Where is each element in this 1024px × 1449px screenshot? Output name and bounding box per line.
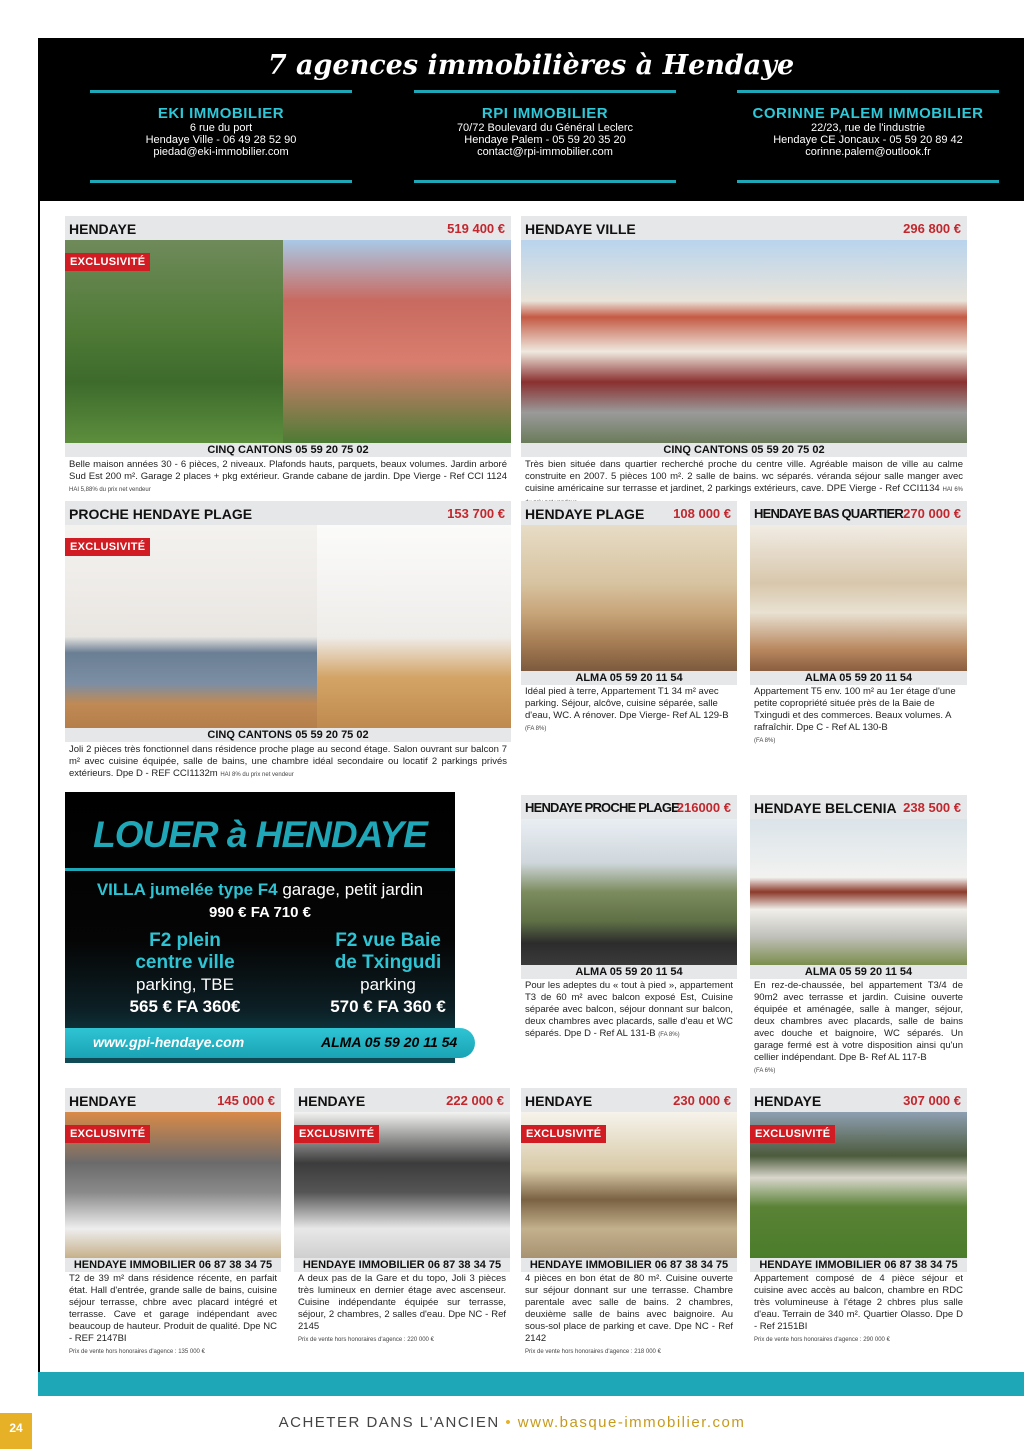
listing-card[interactable] <box>65 1088 281 1368</box>
agency-rpi <box>414 90 676 183</box>
listing-description: Joli 2 pièces très fonctionnel dans résidence proche plage au second étage. Salon ouvrant sur balcon 7 m² avec cuisine équipée, salle de bains, une chambre idéal secondaire ou locatif 2 parkings privés extérieurs. Dpe D - REF CCI1132m HAI 8% du prix net vendeur <box>69 744 507 779</box>
exclusivity-badge: EXCLUSIVITÉ <box>65 538 150 556</box>
listing-contact: HENDAYE IMMOBILIER 06 87 38 34 75 <box>521 1258 737 1272</box>
promo-phone: ALMA 05 59 20 11 54 <box>321 1034 458 1050</box>
listing-contact: HENDAYE IMMOBILIER 06 87 38 34 75 <box>750 1258 967 1272</box>
bottom-accent-strip <box>38 1372 1024 1396</box>
listing-price: 230 000 € <box>673 1093 731 1108</box>
listing-contact: HENDAYE IMMOBILIER 06 87 38 34 75 <box>65 1258 281 1272</box>
listing-description: Très bien située dans quartier recherché proche du centre ville. Agréable maison de ville au calme construite en 2007. 5 pièces 100 m². 2 salle de bains. wc séparés. véranda séjour salle manger avec cuisine américaine sur terrasse et jardinet, 2 parkings extérieurs, cave. DPE Vierge - Ref CCI1134 HAI 6% <box>525 459 964 494</box>
listing-title: HENDAYE <box>298 1093 366 1109</box>
listing-card[interactable] <box>65 501 511 786</box>
listing-photo[interactable] <box>750 525 967 671</box>
listing-price: 307 000 € <box>903 1093 961 1108</box>
listing-price: 216000 € <box>676 800 731 815</box>
listing-price: 296 800 € <box>903 221 961 236</box>
listing-title: HENDAYE PLAGE <box>525 506 645 522</box>
agency-address: 6 rue du port <box>189 122 253 134</box>
listing-card[interactable] <box>750 501 967 786</box>
listing-description: A deux pas de la Gare et du topo, Joli 3 pièces très lumineux en dernier étage avec ascenseur. Cuisine indépendante équipée sur terrasse, séjour, 2 chambres, 2 salles d'eau. Dpe NC - Ref 2145 Prix de vente hors honoraires d'agence : 220 000 € <box>298 1273 506 1343</box>
listing-price: 108 000 € <box>673 506 731 521</box>
agency-email[interactable]: contact@rpi-immobilier.com <box>477 146 613 158</box>
rental-promo <box>65 792 458 1063</box>
listing-photo[interactable] <box>521 1112 737 1258</box>
agency-name: CORINNE PALEM IMMOBILIER <box>752 105 984 122</box>
agency-address: 70/72 Boulevard du Général Leclerc <box>456 122 634 134</box>
listing-photo[interactable] <box>294 1112 510 1258</box>
listing-contact: HENDAYE IMMOBILIER 06 87 38 34 75 <box>294 1258 510 1272</box>
listing-title: HENDAYE PROCHE PLAGE <box>525 800 679 815</box>
exclusivity-badge: EXCLUSIVITÉ <box>65 253 150 271</box>
listing-contact: CINQ CANTONS 05 59 20 75 02 <box>521 443 967 457</box>
listing-title: HENDAYE VILLE <box>525 221 636 237</box>
listing-description: En rez-de-chaussée, bel appartement T3/4 de 90m2 avec terrasse et jardin. Cuisine ouverte équipée et aménagée, salle à manger, séjour, deux chambres avec placards, salle de bains avec douche et baignoire, WC séparés. Un garage fermé est à votre disposition ainsi qu'un cellier indépendant. Dpe B- Ref AL 117-B (FA 6%) <box>754 980 963 1074</box>
listing-card[interactable] <box>521 501 737 786</box>
listing-price: 222 000 € <box>446 1093 504 1108</box>
promo-villa: VILLA jumelée type F4 garage, petit jardin <box>96 880 424 899</box>
listing-title: HENDAYE <box>69 1093 137 1109</box>
agency-name: EKI IMMOBILIER <box>157 105 285 122</box>
promo-title: LOUER à HENDAYE <box>93 814 427 855</box>
listing-card[interactable] <box>750 1088 967 1368</box>
listing-photo[interactable] <box>521 525 737 671</box>
listing-card[interactable] <box>521 795 737 1080</box>
listing-card[interactable] <box>750 795 967 1080</box>
listing-card[interactable] <box>521 1088 737 1368</box>
agency-eki <box>90 90 352 183</box>
agency-phone: Hendaye Palem - 05 59 20 35 20 <box>464 134 626 146</box>
exclusivity-badge: EXCLUSIVITÉ <box>521 1125 606 1143</box>
listing-price: 153 700 € <box>447 506 505 521</box>
listing-contact: CINQ CANTONS 05 59 20 75 02 <box>65 728 511 742</box>
listing-contact: ALMA 05 59 20 11 54 <box>750 671 967 685</box>
listing-price: 145 000 € <box>217 1093 275 1108</box>
listing-photo[interactable] <box>750 819 967 965</box>
agency-phone: Hendaye CE Joncaux - 05 59 20 89 42 <box>773 134 963 146</box>
promo-website[interactable]: www.gpi-hendaye.com <box>93 1034 245 1050</box>
listing-price: 270 000 € <box>903 506 961 521</box>
footer-section: ACHETER DANS L'ANCIEN <box>278 1414 500 1431</box>
page-number: 24 <box>0 1413 32 1449</box>
listing-contact: ALMA 05 59 20 11 54 <box>750 965 967 979</box>
exclusivity-badge: EXCLUSIVITÉ <box>750 1125 835 1143</box>
listing-description: Belle maison années 30 - 6 pièces, 2 niveaux. Plafonds hauts, parquets, beaux volumes. Jardin arboré Sud Est 200 m². Garage 2 places + pkg extérieur. Grande cabane de jardin. Dpe Vierge - Ref CCI 1124 HAI 5,88% du prix net vendeur <box>69 459 507 493</box>
listing-description: Idéal pied à terre, Appartement T1 34 m² avec parking. Séjour, alcôve, cuisine séparée, salle d'eau, WC. A rénover. Dpe Vierge- Ref AL 129-B (FA 8%) <box>525 686 729 732</box>
listing-photo[interactable] <box>65 1112 281 1258</box>
listing-title: HENDAYE <box>754 1093 822 1109</box>
listing-description: Appartement T5 env. 100 m² au 1er étage d'une petite copropriété située près de la Baie de Txingudi et des commerces. Beaux volumes. A rafraîchir. Dpe C - Ref AL 130-B (FA 8%) <box>754 686 956 744</box>
listing-description: 4 pièces en bon état de 80 m². Cuisine ouverte sur séjour donnant sur une terrasse. Chambre parentale avec salle de bains. 2 chambres, deuxième salle de bains avec baignoire. Au sous-sol place de parking et cave. Dpe NC - Ref 2142 Prix de vente hors honoraires d'agence : 218 000 € <box>525 1273 733 1355</box>
header-banner <box>38 38 1024 201</box>
agency-name: RPI IMMOBILIER <box>481 105 609 122</box>
agency-address: 22/23, rue de l'industrie <box>810 122 925 134</box>
listing-title: HENDAYE <box>525 1093 593 1109</box>
listing-description: T2 de 39 m² dans résidence récente, en parfait état. Hall d'entrée, grande salle de bains, cuisine séjour terrasse, chbre avec placard intégré et terrasse. Cave et garage indépendant avec beaucoup de hauteur. Produit de qualité. Dpe NC - REF 2147BI Prix de vente hors honoraires d'agence : 135 000 € <box>69 1273 277 1355</box>
listings-area <box>38 201 1024 1396</box>
listing-price: 519 400 € <box>447 221 505 236</box>
footer-url[interactable]: www.basque-immobilier.com <box>517 1414 746 1431</box>
listing-photo[interactable] <box>750 1112 967 1258</box>
listing-card[interactable] <box>521 216 967 501</box>
listing-photo[interactable] <box>521 819 737 965</box>
footer-separator: • <box>505 1414 513 1431</box>
agency-phone: Hendaye Ville - 06 49 28 52 90 <box>145 134 297 146</box>
listing-title: HENDAYE <box>69 221 137 237</box>
page-footer <box>0 1414 1024 1431</box>
listing-contact: ALMA 05 59 20 11 54 <box>521 671 737 685</box>
exclusivity-badge: EXCLUSIVITÉ <box>65 1125 150 1143</box>
promo-offer-right: F2 vue Baie de Txingudi parking 570 € FA 360 € <box>330 930 446 1016</box>
listing-photo[interactable] <box>65 240 511 443</box>
listing-description: Appartement composé de 4 pièce séjour et cuisine avec accès au balcon, chambre en RDC très volumineuse à l'étage 2 chbres plus salle d'eau. Terrain de 340 m². Quartier Olasso. Dpe D - Ref 2151BI Prix de vente hors honoraires d'agence : 290 000 € <box>754 1273 963 1343</box>
agency-corinne-palem <box>737 90 999 183</box>
listing-title: HENDAYE BELCENIA <box>754 800 897 816</box>
exclusivity-badge: EXCLUSIVITÉ <box>294 1125 379 1143</box>
listing-card[interactable] <box>65 216 511 501</box>
listing-title: PROCHE HENDAYE PLAGE <box>69 506 253 522</box>
promo-offer-left: F2 plein centre ville parking, TBE 565 € FA 360€ <box>129 930 241 1016</box>
promo-villa-price: 990 € FA 710 € <box>208 904 312 921</box>
listing-title: HENDAYE BAS QUARTIER <box>754 506 903 521</box>
listing-photo[interactable] <box>521 240 967 443</box>
promo-footer <box>65 1028 475 1058</box>
listing-contact: CINQ CANTONS 05 59 20 75 02 <box>65 443 511 457</box>
agency-email[interactable]: corinne.palem@outlook.fr <box>805 146 931 158</box>
listing-card[interactable] <box>294 1088 510 1368</box>
header-title: 7 agences immobilières à Hendaye <box>267 50 795 81</box>
listing-description: Pour les adeptes du « tout à pied », appartement T3 de 60 m² avec balcon exposé Est, Cuisine séparée avec balcon, séjour donnant sur balcon, deux chambres avec placards, salle d'eau et WC séparés. Dpe D - Ref AL 131-B (FA 8%) <box>525 980 733 1039</box>
listing-photo[interactable] <box>65 525 511 728</box>
agency-email[interactable]: piedad@eki-immobilier.com <box>153 146 289 158</box>
listing-contact: ALMA 05 59 20 11 54 <box>521 965 737 979</box>
listing-price: 238 500 € <box>903 800 961 815</box>
